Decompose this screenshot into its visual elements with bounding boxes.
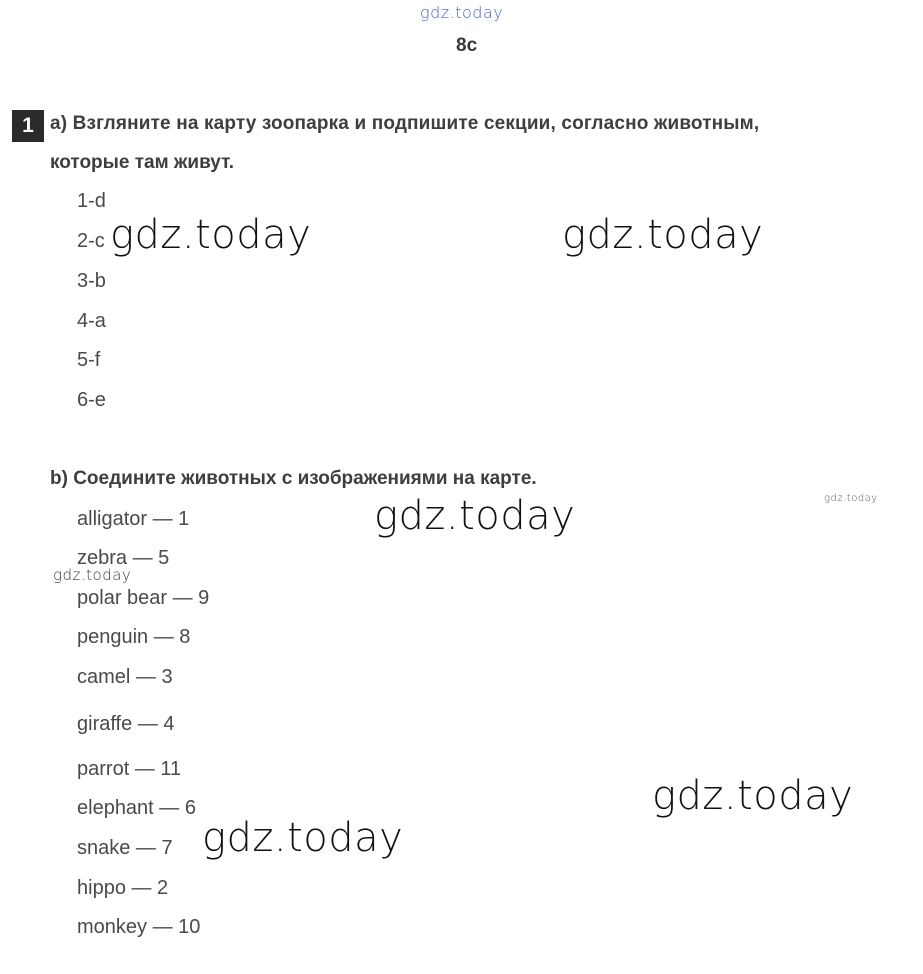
part-b-answer-giraffe: giraffe — 4 (77, 713, 175, 735)
watermark: gdz.today (110, 212, 312, 258)
part-b-answer-polar-bear: polar bear — 9 (77, 587, 210, 609)
part-b-answer-monkey: monkey — 10 (77, 916, 201, 938)
part-b-answer-snake: snake — 7 (77, 837, 173, 859)
watermark: gdz.today (53, 566, 132, 584)
page-title: 8c (456, 35, 478, 56)
part-a-answer-2: 2-c (77, 230, 105, 252)
part-b-answer-hippo: hippo — 2 (77, 877, 169, 899)
watermark: gdz.today (824, 493, 878, 504)
part-a-answer-5: 5-f (77, 349, 101, 371)
part-b-answer-camel: camel — 3 (77, 666, 173, 688)
part-a-answer-6: 6-e (77, 389, 106, 411)
part-b-answer-alligator: alligator — 1 (77, 508, 190, 530)
part-a-answer-1: 1-d (77, 190, 106, 212)
exercise-number-badge: 1 (12, 110, 44, 142)
watermark: gdz.today (374, 493, 576, 539)
part-b-answer-parrot: parrot — 11 (77, 758, 182, 780)
part-b-answer-zebra: zebra — 5 (77, 547, 170, 569)
part-a-heading-line1: a) Взгляните на карту зоопарка и подпишите секции, согласно животным, (50, 113, 760, 134)
part-a-heading-line2: которые там живут. (50, 152, 235, 173)
watermark: gdz.today (652, 773, 854, 819)
watermark: gdz.today (202, 815, 404, 861)
part-b-heading: b) Соедините животных с изображениями на карте. (50, 468, 537, 489)
part-a-answer-4: 4-a (77, 310, 106, 332)
part-b-answer-elephant: elephant — 6 (77, 797, 196, 819)
part-b-answer-penguin: penguin — 8 (77, 626, 191, 648)
part-a-answer-3: 3-b (77, 270, 106, 292)
watermark-top: gdz.today (420, 3, 504, 22)
watermark: gdz.today (562, 212, 764, 258)
